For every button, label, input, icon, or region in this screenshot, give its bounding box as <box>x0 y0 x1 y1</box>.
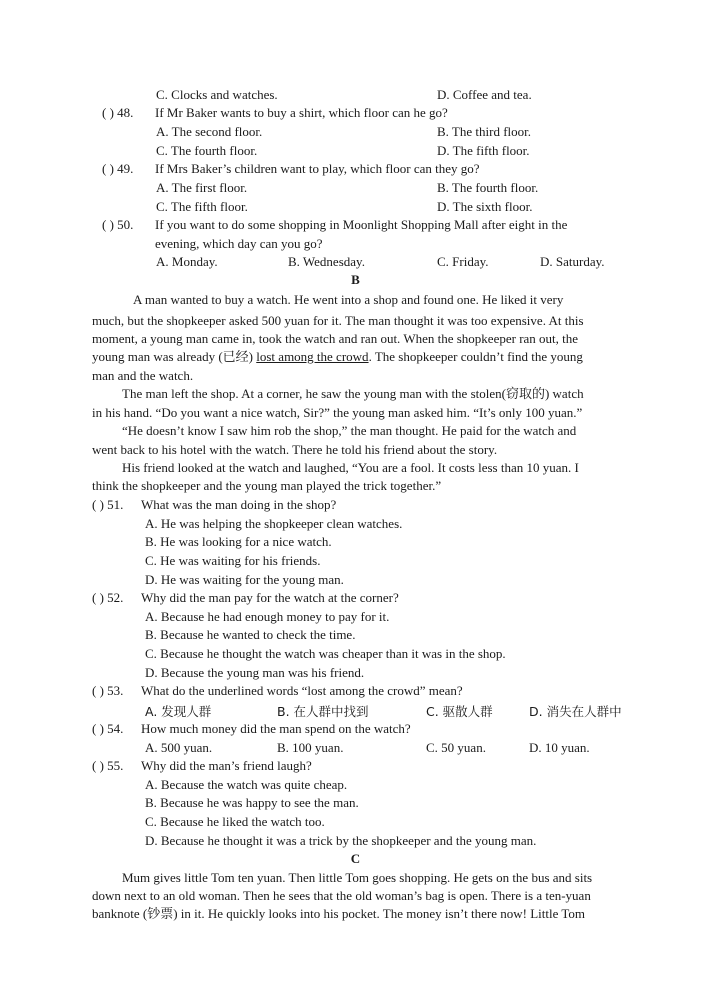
passage-line: A man wanted to buy a watch. He went into a shop and found one. He liked it very <box>133 292 564 307</box>
option-49-c: C. The fifth floor. <box>156 199 248 214</box>
option-53-a: A. 发现人群 <box>145 704 212 719</box>
passage-line: think the shopkeeper and the young man played the trick together.” <box>92 478 442 493</box>
question-49-number: ( ) 49. <box>102 161 134 176</box>
passage-text: young man was already (已经) <box>92 349 257 364</box>
option-55-d: D. Because he thought it was a trick by the shopkeeper and the young man. <box>145 833 537 848</box>
passage-line: down next to an old woman. Then he sees that the old woman’s bag is open. There is a ten-yuan <box>92 888 591 903</box>
option-55-a: A. Because the watch was quite cheap. <box>145 777 348 792</box>
option-50-a: A. Monday. <box>156 254 218 269</box>
option-53-d: D. 消失在人群中 <box>529 704 622 719</box>
option-48-d: D. The fifth floor. <box>437 143 530 158</box>
option-54-b: B. 100 yuan. <box>277 740 344 755</box>
option-49-b: B. The fourth floor. <box>437 180 539 195</box>
question-51-number: ( ) 51. <box>92 497 124 512</box>
option-52-c: C. Because he thought the watch was cheaper than it was in the shop. <box>145 646 506 661</box>
underlined-phrase: lost among the crowd <box>256 349 369 364</box>
option-52-b: B. Because he wanted to check the time. <box>145 627 356 642</box>
option-53-b: B. 在人群中找到 <box>277 704 369 719</box>
question-48-number: ( ) 48. <box>102 105 134 120</box>
option-48-a: A. The second floor. <box>156 124 263 139</box>
question-52-stem: Why did the man pay for the watch at the corner? <box>141 590 399 605</box>
passage-line <box>92 348 583 366</box>
option-50-b: B. Wednesday. <box>288 254 365 269</box>
question-54-stem: How much money did the man spend on the watch? <box>141 721 411 736</box>
passage-line: “He doesn’t know I saw him rob the shop,” the man thought. He paid for the watch and <box>122 423 577 438</box>
option-51-a: A. He was helping the shopkeeper clean watches. <box>145 516 403 531</box>
option-49-d: D. The sixth floor. <box>437 199 533 214</box>
question-53-stem: What do the underlined words “lost among the crowd” mean? <box>141 683 463 698</box>
question-54-number: ( ) 54. <box>92 721 124 736</box>
passage-line: Mum gives little Tom ten yuan. Then little Tom goes shopping. He gets on the bus and sits <box>122 870 593 885</box>
option-54-c: C. 50 yuan. <box>426 740 486 755</box>
question-55-stem: Why did the man’s friend laugh? <box>141 758 312 773</box>
question-50-stem-cont: evening, which day can you go? <box>155 236 323 251</box>
option-49-a: A. The first floor. <box>156 180 248 195</box>
passage-line: moment, a young man came in, took the watch and ran out. When the shopkeeper ran out, the <box>92 331 579 346</box>
question-50-number: ( ) 50. <box>102 217 134 232</box>
section-b-heading: B <box>351 272 360 287</box>
option-51-b: B. He was looking for a nice watch. <box>145 534 332 549</box>
option-52-a: A. Because he had enough money to pay for it. <box>145 609 390 624</box>
option-47-d: D. Coffee and tea. <box>437 87 532 102</box>
passage-line: much, but the shopkeeper asked 500 yuan for it. The man thought it was too expensive. At this <box>92 313 584 328</box>
option-50-d: D. Saturday. <box>540 254 605 269</box>
question-48-stem: If Mr Baker wants to buy a shirt, which floor can he go? <box>155 105 448 120</box>
passage-text: . The shopkeeper couldn’t find the young <box>368 349 583 364</box>
option-50-c: C. Friday. <box>437 254 489 269</box>
option-54-a: A. 500 yuan. <box>145 740 213 755</box>
question-50-stem: If you want to do some shopping in Moonlight Shopping Mall after eight in the <box>155 217 568 232</box>
question-52-number: ( ) 52. <box>92 590 124 605</box>
passage-line: went back to his hotel with the watch. There he told his friend about the story. <box>92 442 498 457</box>
option-48-b: B. The third floor. <box>437 124 532 139</box>
passage-line: man and the watch. <box>92 368 194 383</box>
option-54-d: D. 10 yuan. <box>529 740 590 755</box>
question-51-stem: What was the man doing in the shop? <box>141 497 337 512</box>
option-55-c: C. Because he liked the watch too. <box>145 814 325 829</box>
passage-line: The man left the shop. At a corner, he saw the young man with the stolen(窃取的) watch <box>122 386 584 401</box>
passage-line: banknote (钞票) in it. He quickly looks into his pocket. The money isn’t there now! Little Tom <box>92 906 586 921</box>
option-51-d: D. He was waiting for the young man. <box>145 572 344 587</box>
option-53-c: C. 驱散人群 <box>426 704 493 719</box>
passage-line: in his hand. “Do you want a nice watch, Sir?” the young man asked him. “It’s only 100 yuan.” <box>92 405 583 420</box>
question-49-stem: If Mrs Baker’s children want to play, which floor can they go? <box>155 161 480 176</box>
question-55-number: ( ) 55. <box>92 758 124 773</box>
passage-line: His friend looked at the watch and laughed, “You are a fool. It costs less than 10 yuan. I <box>122 460 579 475</box>
option-51-c: C. He was waiting for his friends. <box>145 553 321 568</box>
option-55-b: B. Because he was happy to see the man. <box>145 795 359 810</box>
option-48-c: C. The fourth floor. <box>156 143 258 158</box>
section-c-heading: C <box>350 851 361 866</box>
option-47-c: C. Clocks and watches. <box>156 87 278 102</box>
question-53-number: ( ) 53. <box>92 683 124 698</box>
option-52-d: D. Because the young man was his friend. <box>145 665 365 680</box>
